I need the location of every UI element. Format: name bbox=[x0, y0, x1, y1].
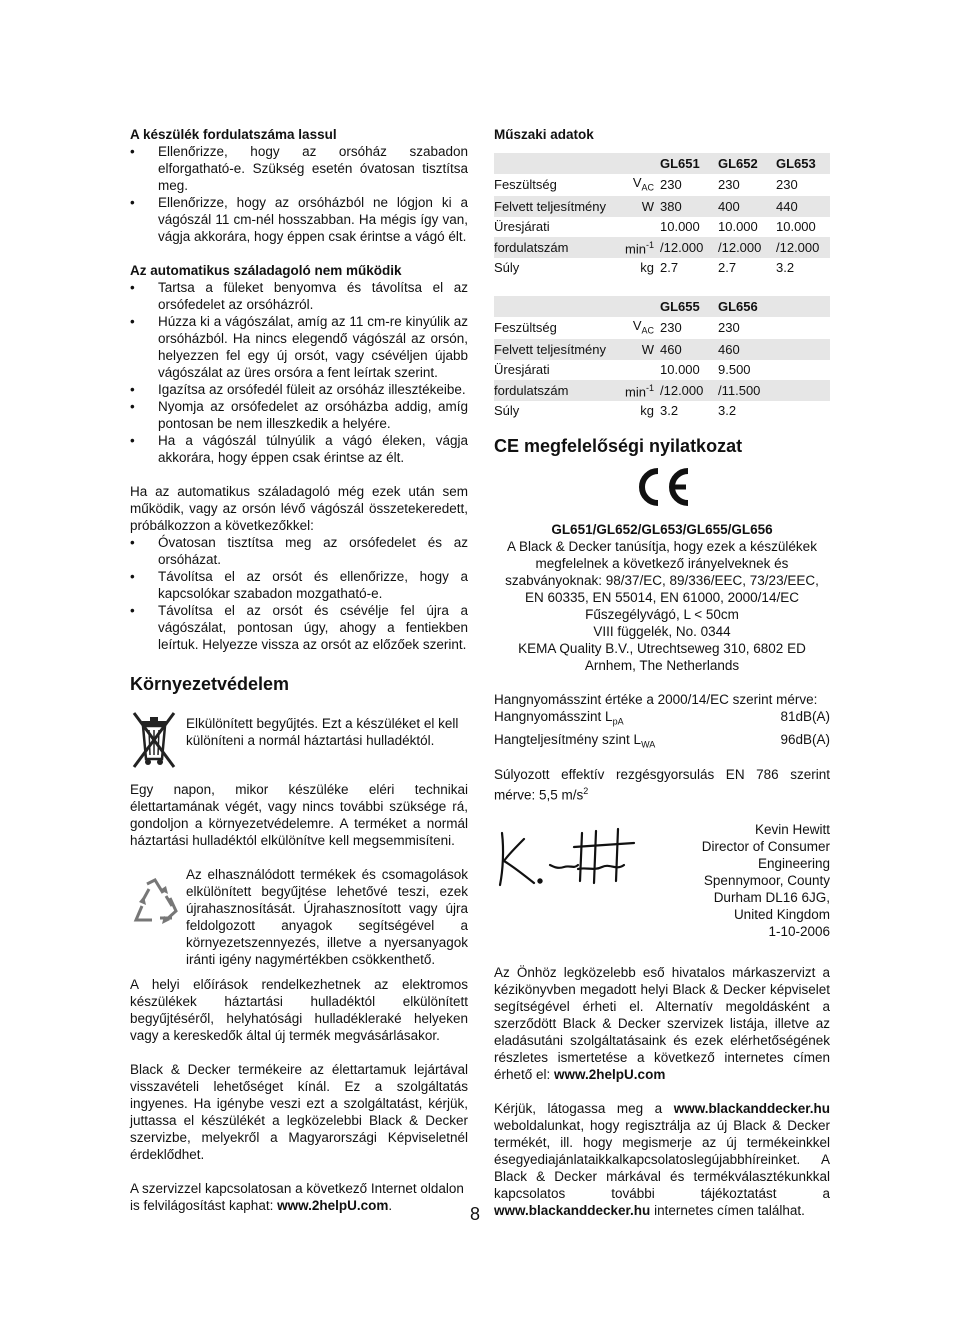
right-column bbox=[494, 126, 830, 1219]
table-row: Feszültség $V_{AC}$ 230 230 bbox=[494, 317, 740, 336]
table-row: Felvett teljesítmény W 460 460 bbox=[494, 339, 830, 360]
specs-table-1 bbox=[494, 153, 830, 278]
website-link[interactable]: www.blackanddecker.hu bbox=[494, 1203, 651, 1219]
ce-mark-logo bbox=[494, 467, 830, 509]
service-paragraph-1: Az Önhöz legközelebb eső hivatalos márkaszervizt a kézikönyvben megadott helyi Black & Decker képviselet segítségével érheti el. Alternatív megoldásként a szerződött Black & Decker szervizek listája, illetve az eladásutáni szolgáltatásaink és ezek elérhetőségének részletes ismertetése a következő internetes címen érhető el: www.2helpU.com bbox=[494, 965, 830, 1083]
weee-text: Elkülönített begyűjtés. Ezt a készüléket el kell különíteni a normál háztartási hulladéktól. bbox=[186, 716, 459, 748]
noise-intro: Hangnyomásszint értéke a 2000/14/EC szerint mérve: bbox=[494, 692, 818, 708]
noise-row-lpa: Hangnyomásszint $L_{pA}$ 81dB(A) bbox=[494, 709, 830, 727]
list-item: • Ha a vágószál túlnyúlik a vágó éleken, vágja akkorára, hogy éppen csak érintse az élt. bbox=[130, 432, 468, 466]
speed-bullets bbox=[130, 143, 468, 245]
website-link[interactable]: www.blackanddecker.hu bbox=[673, 1101, 830, 1117]
service-paragraph-2: Kérjük, látogassa meg a www.blackanddecker.hu weboldalunkat, hogy regisztrálja az új Black & Decker termékét, ill. hogy megismerje az új termékeinkkel ésegyediajánlataikkalkapcsolatoslegújabbhíreinket. A Black & Decker márkával és termékválasztékunkkal kapcsolatos további tájékoztatást a www.blackanddecker.hu internetes címen találhat. bbox=[494, 1101, 830, 1219]
weee-block bbox=[130, 709, 468, 771]
table-row: Üresjárati 10.000 9.500 bbox=[494, 362, 751, 378]
recycle-block bbox=[130, 866, 468, 968]
environment-heading: Környezetvédelem bbox=[130, 674, 290, 694]
column-header: GL656 bbox=[718, 296, 776, 317]
table-header-row bbox=[494, 296, 830, 317]
service-link[interactable]: www.2helpU.com bbox=[554, 1067, 666, 1083]
column-header: GL653 bbox=[776, 153, 830, 174]
service-link[interactable]: www.2helpU.com bbox=[277, 1198, 389, 1213]
ce-line: Arnhem, The Netherlands bbox=[584, 658, 740, 674]
table-header-row bbox=[494, 153, 830, 174]
signature-date: 1-10-2006 bbox=[768, 924, 830, 940]
recycle-icon bbox=[130, 866, 186, 940]
signatory: Kevin Hewitt Director of Consumer Engineering Spennymoor, County Durham DL16 6JG, United Kingdom 1-10-2006 bbox=[701, 822, 830, 940]
table-row: Felvett teljesítmény W 380 400 440 bbox=[494, 196, 830, 217]
env-paragraph-4: A szervizzel kapcsolatosan a következő Internet oldalon is felvilágosítást kaphat: www.2helpU.com. bbox=[130, 1181, 464, 1213]
specs-heading: Műszaki adatok bbox=[494, 127, 594, 142]
list-item: • Húzza ki a vágószálat, amíg az 11 cm-re kinyúlik az orsóházból. Ha nincs elegendő vágószál az orsón, helyezzen fel egy új orsót, vagy csévéljen újabb vágószálat az üres orsóra a fent leírtak szerint. bbox=[130, 313, 468, 381]
troubleshoot-bullets bbox=[130, 534, 468, 653]
list-item: • Távolítsa el az orsót és ellenőrizze, hogy a kapcsolókar szabadon mozgatható-e. bbox=[130, 568, 468, 602]
ce-line: A Black & Decker tanúsítja, hogy ezek a készülékek bbox=[507, 539, 817, 555]
env-paragraph-3: Black & Decker termékeire az élettartamuk lejártával visszavételi lehetőséget kínál. Ez a szolgáltatás ingyenes. Ha igénybe veszi ezt a szolgáltatást, kérjük, juttassa el készülékét a legközelebbi Black & Decker szervizbe, melyekről a Magyarországi Képviseletnél érdeklődhet. bbox=[130, 1062, 468, 1162]
ce-models: GL651/GL652/GL653/GL655/GL656 bbox=[551, 522, 773, 538]
recycle-text: Az elhasználódott termékek és csomagolások elkülönített begyűjtése lehetővé teszi, ezek újrahasznosítását. Újrahasznosított vagy újra feldolgozott anyagok segítségével a környezetszennyezés, illetve a nyersanyagok iránti igény nagymértékben csökkenthető. bbox=[186, 867, 468, 967]
noise-row-lwa: Hangteljesítmény szint $L_{WA}$ 96dB(A) bbox=[494, 731, 830, 750]
ce-line: megfelelnek a következő irányelveknek és bbox=[535, 556, 789, 572]
left-column bbox=[130, 126, 468, 1214]
signature-block bbox=[494, 821, 830, 940]
page-number: 8 bbox=[470, 1204, 481, 1224]
section-heading-speed: A készülék fordulatszáma lassul bbox=[130, 127, 337, 142]
table-row: Súly kg 3.2 3.2 bbox=[494, 403, 737, 419]
column-header: GL652 bbox=[718, 153, 776, 174]
signatory-name: Kevin Hewitt bbox=[754, 822, 830, 838]
env-paragraph-1: Egy napon, mikor készüléke eléri technikai élettartamának végét, vagy nincs további szüksége rá, gondoljon a környezetvédelemre. A terméket a normál háztartási hulladéktól elkülönítve kell megsemmisíteni. bbox=[130, 782, 468, 848]
vibration-text: Súlyozott effektív rezgésgyorsulás EN 786 szerint mérve: 5,5 $m/s^2$ bbox=[494, 766, 830, 803]
list-item: • Ellenőrizze, hogy az orsóházból ne lógjon ki a vágószál 11 cm-nél hosszabban. Ha mégis így van, vágja akkorára, hogy éppen csak érintse a vágó élt. bbox=[130, 194, 468, 245]
section-heading-feed: Az automatikus száladagoló nem működik bbox=[130, 263, 402, 278]
specs-table-2 bbox=[494, 296, 830, 421]
table-row: Súly kg 2.7 2.7 3.2 bbox=[494, 260, 795, 276]
crossed-bin-icon bbox=[130, 709, 186, 771]
ce-line: Fűszegélyvágó, L < 50cm bbox=[585, 607, 739, 623]
ce-declaration bbox=[494, 521, 830, 674]
env-paragraph-2: A helyi előírások rendelkezhetnek az elektromos készülékek háztartási hulladéktól elkülönített begyűjtéséről, helyhatósági hulladékleraké helyeken vagy a kereskedők által új termék megvásárlásakor. bbox=[130, 977, 468, 1043]
ce-line: KEMA Quality B.V., Utrechtseweg 310, 6802 ED bbox=[518, 641, 806, 657]
feed-bullets bbox=[130, 279, 468, 466]
table-row: Feszültség $V_{AC}$ 230 230 230 bbox=[494, 174, 798, 193]
ce-heading: CE megfelelőségi nyilatkozat bbox=[494, 436, 743, 457]
list-item: • Igazítsa az orsófedél füleit az orsóház illesztékeibe. bbox=[130, 381, 468, 398]
list-item: • Távolítsa el az orsót és csévélje fel újra a vágószálat, pontosan úgy, ahogy a fentiekben leírtuk. Helyezze vissza az orsót az előzőek szerint. bbox=[130, 602, 468, 653]
table-row: fordulatszám $\min^{-1}$ /12.000 /11.500 bbox=[494, 380, 830, 401]
troubleshoot-intro: Ha az automatikus száladagoló még ezek után sem működik, vagy az orsón lévő vágószál összetekeredett, próbálkozzon a következőkkel: bbox=[130, 484, 468, 533]
table-row: fordulatszám $\min^{-1}$ /12.000 /12.000 /12.000 bbox=[494, 237, 830, 258]
ce-line: VIII függelék, No. 0344 bbox=[593, 624, 731, 640]
list-item: • Óvatosan tisztítsa meg az orsófedelet és az orsóházat. bbox=[130, 534, 468, 568]
list-item: • Tartsa a füleket benyomva és távolítsa el az orsófedelet az orsóházról. bbox=[130, 279, 468, 313]
table-row: Üresjárati 10.000 10.000 10.000 bbox=[494, 219, 816, 235]
ce-line: EN 60335, EN 55014, EN 61000, 2000/14/EC bbox=[525, 590, 799, 606]
list-item: • Nyomja az orsófedelet az orsóházba addig, amíg pontosan be nem illeszkedik a helyére. bbox=[130, 398, 468, 432]
handwritten-signature bbox=[494, 821, 644, 940]
ce-line: szabványoknak: 98/37/EC, 89/336/EEC, 73/23/EEC, bbox=[505, 573, 819, 589]
list-item: • Ellenőrizze, hogy az orsóház szabadon elforgatható-e. Szükség esetén óvatosan tisztítsa meg. bbox=[130, 143, 468, 194]
column-header: GL651 bbox=[660, 153, 718, 174]
column-header: GL655 bbox=[660, 296, 718, 317]
noise-block bbox=[494, 691, 830, 803]
